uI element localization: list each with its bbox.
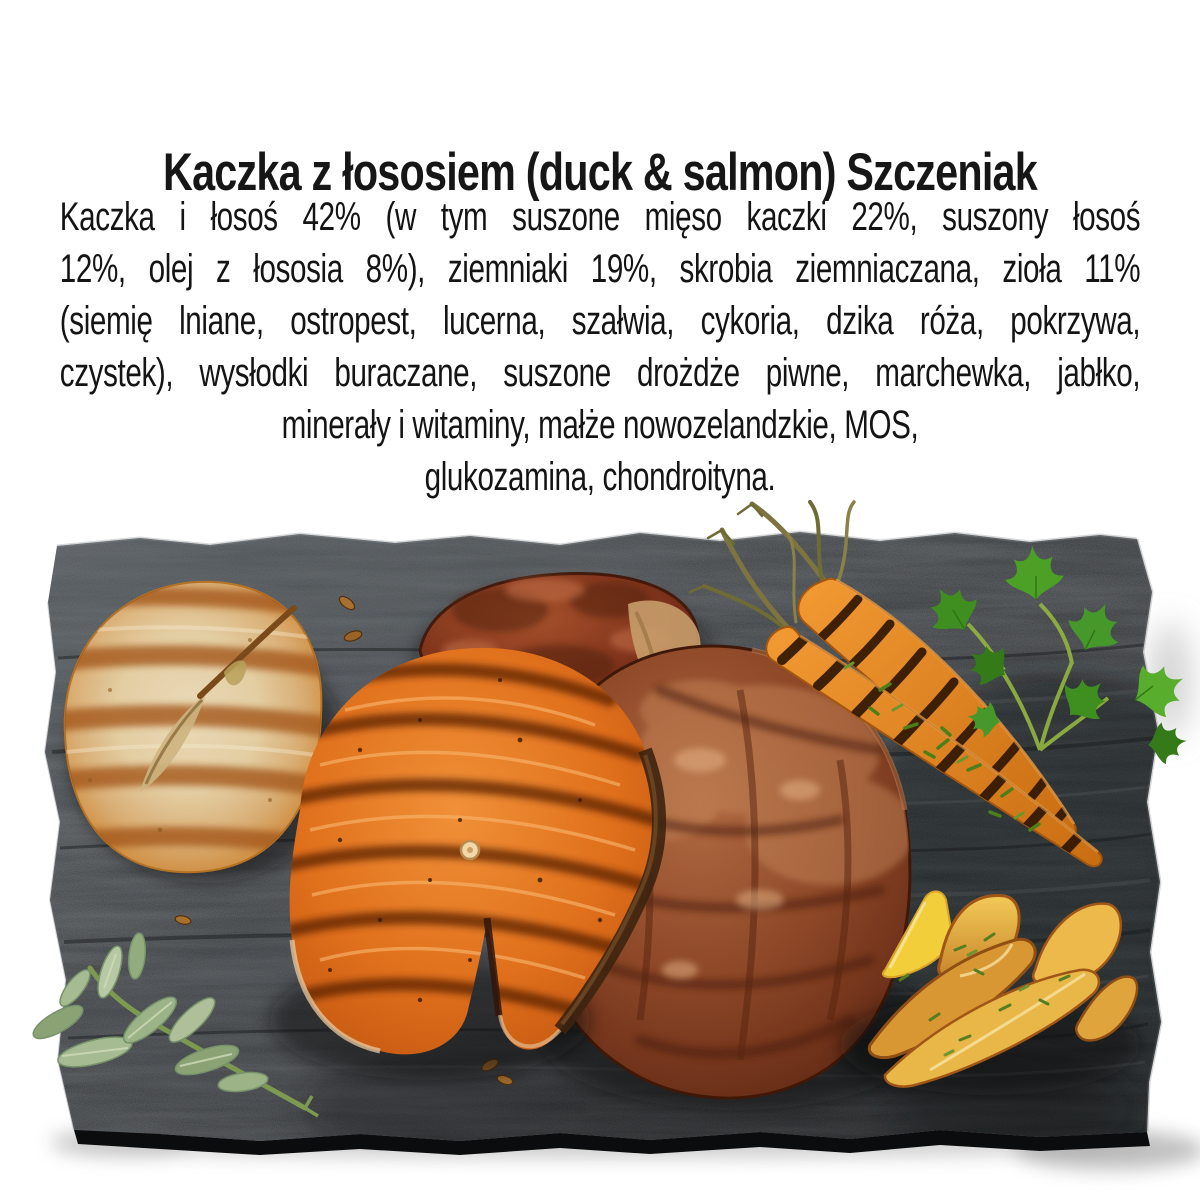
ingredients-line-2: 12%, olej z łososia 8%), ziemniaki 19%, skrobia ziemniaczana, zioła 11%	[59, 247, 1141, 291]
product-title: Kaczka z łososiem (duck & salmon) Szczeniak	[163, 142, 1037, 202]
ingredients-line-6: glukozamina, chondroityna.	[424, 455, 776, 499]
product-photo	[0, 500, 1200, 1200]
ingredients-line-4: czystek), wysłodki buraczane, suszone drożdże piwne, marchewka, jabłko,	[59, 351, 1141, 395]
ingredients-line-1: Kaczka i łosoś 42% (w tym suszone mięso kaczki 22%, suszony łosoś	[59, 195, 1141, 239]
ingredients-line-3: (siemię lniane, ostropest, lucerna, szałwia, cykoria, dzika róża, pokrzywa,	[59, 299, 1141, 343]
ingredients-line-5: minerały i witaminy, małże nowozelandzkie, MOS,	[281, 403, 919, 447]
ingredients-text	[60, 191, 1140, 503]
